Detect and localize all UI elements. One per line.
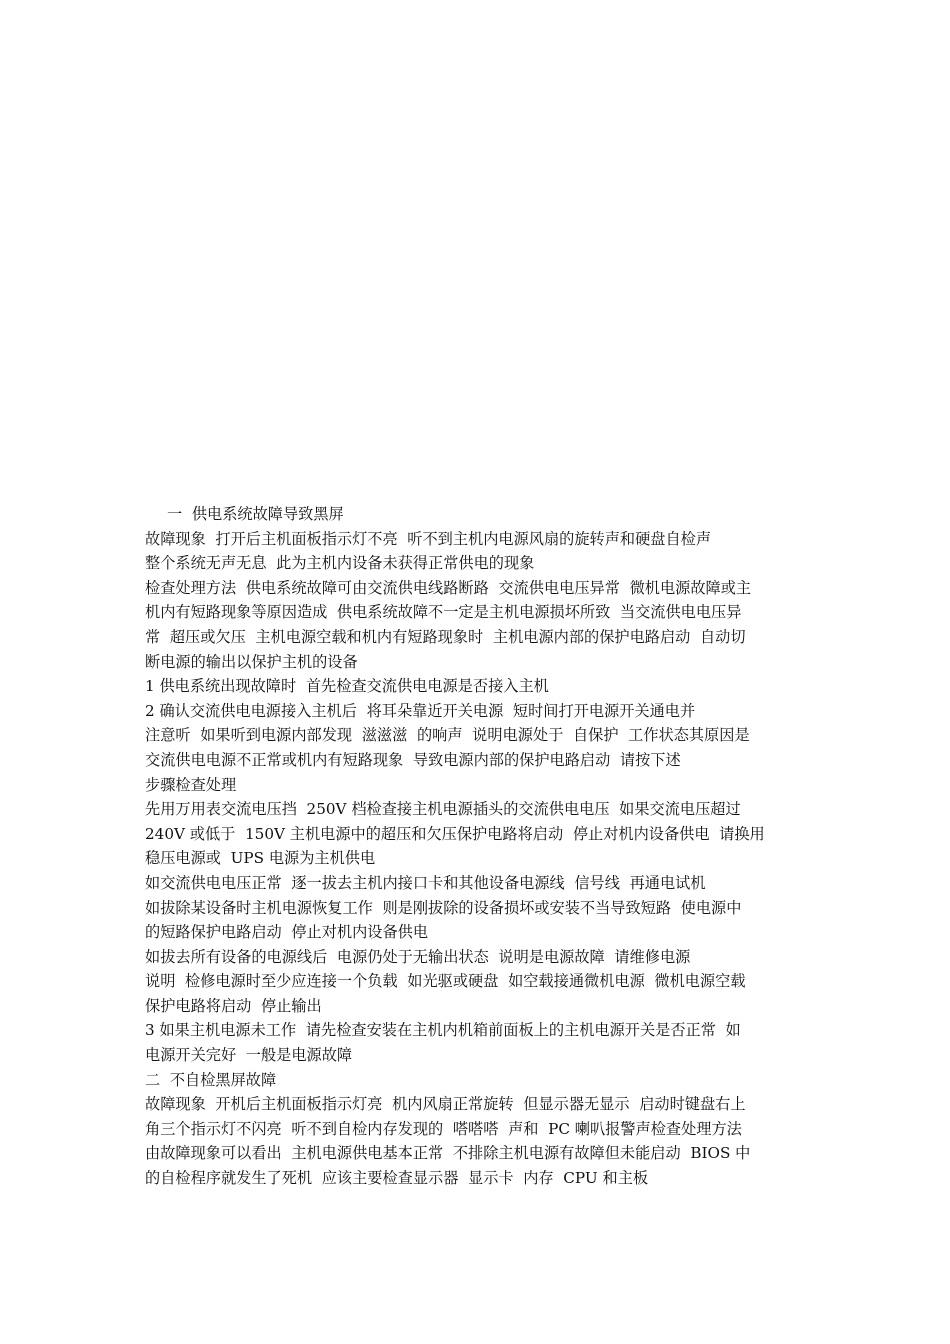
paragraph-line: 如交流供电电压正常 逐一拔去主机内接口卡和其他设备电源线 信号线 再通电试机 (145, 873, 706, 892)
paragraph-line: 断电源的输出以保护主机的设备 (145, 652, 358, 671)
paragraph-line: 先用万用表交流电压挡 250V 档检查接主机电源插头的交流供电电压 如果交流电压超过 (145, 800, 741, 819)
paragraph-line: 故障现象 打开后主机面板指示灯不亮 听不到主机内电源风扇的旋转声和硬盘自检声 (145, 529, 712, 548)
paragraph-line: 交流供电电源不正常或机内有短路现象 导致电源内部的保护电路启动 请按下述 (145, 750, 681, 769)
paragraph-line: 故障现象 开机后主机面板指示灯亮 机内风扇正常旋转 但显示器无显示 启动时键盘右上 (145, 1095, 746, 1114)
paragraph-line: 保护电路将启动 停止输出 (145, 996, 322, 1015)
paragraph-line: 稳压电源或 UPS 电源为主机供电 (145, 849, 376, 868)
paragraph-line: 步骤检查处理 (145, 775, 237, 794)
paragraph-line: 由故障现象可以看出 主机电源供电基本正常 不排除主机电源有故障但未能启动 BIOS 中 (145, 1144, 751, 1163)
paragraph-line: 机内有短路现象等原因造成 供电系统故障不一定是主机电源损坏所致 当交流供电电压异 (145, 603, 742, 622)
paragraph-line: 电源开关完好 一般是电源故障 (145, 1046, 353, 1065)
paragraph-line: 2 确认交流供电电源接入主机后 将耳朵靠近开关电源 短时间打开电源开关通电并 (145, 701, 696, 720)
section-heading-1: 一 供电系统故障导致黑屏 (167, 505, 344, 523)
paragraph-line: 说明 检修电源时至少应连接一个负载 如光驱或硬盘 如空载接通微机电源 微机电源空载 (145, 972, 746, 991)
paragraph-line: 240V 或低于 150V 主机电源中的超压和欠压保护电路将启动 停止对机内设备供电 请换用 (145, 824, 765, 843)
paragraph-line: 常 超压或欠压 主机电源空载和机内有短路现象时 主机电源内部的保护电路启动 自动切 (145, 627, 746, 646)
paragraph-line: 如拔去所有设备的电源线后 电源仍处于无输出状态 说明是电源故障 请维修电源 (145, 947, 691, 966)
paragraph-line: 3 如果主机电源未工作 请先检查安装在主机内机箱前面板上的主机电源开关是否正常 如 (145, 1021, 741, 1040)
section-heading-2: 二 不自检黑屏故障 (145, 1070, 277, 1089)
paragraph-line: 的短路保护电路启动 停止对机内设备供电 (145, 923, 429, 942)
paragraph-line: 的自检程序就发生了死机 应该主要检查显示器 显示卡 内存 CPU 和主板 (145, 1169, 649, 1188)
paragraph-line: 检查处理方法 供电系统故障可由交流供电线路断路 交流供电电压异常 微机电源故障或主 (145, 578, 752, 597)
paragraph-line: 角三个指示灯不闪亮 听不到自检内存发现的 嗒嗒嗒 声和 PC 喇叭报警声检查处理方法 (145, 1119, 742, 1138)
paragraph-line: 整个系统无声无息 此为主机内设备未获得正常供电的现象 (145, 554, 535, 573)
paragraph-line: 如拔除某设备时主机电源恢复工作 则是刚拔除的设备损坏或安装不当导致短路 使电源中 (145, 898, 742, 917)
paragraph-line: 注意听 如果听到电源内部发现 滋滋滋 的响声 说明电源处于 自保护 工作状态其原因是 (145, 726, 750, 745)
document-body (145, 502, 810, 1191)
paragraph-line: 1 供电系统出现故障时 首先检查交流供电电源是否接入主机 (145, 677, 549, 696)
